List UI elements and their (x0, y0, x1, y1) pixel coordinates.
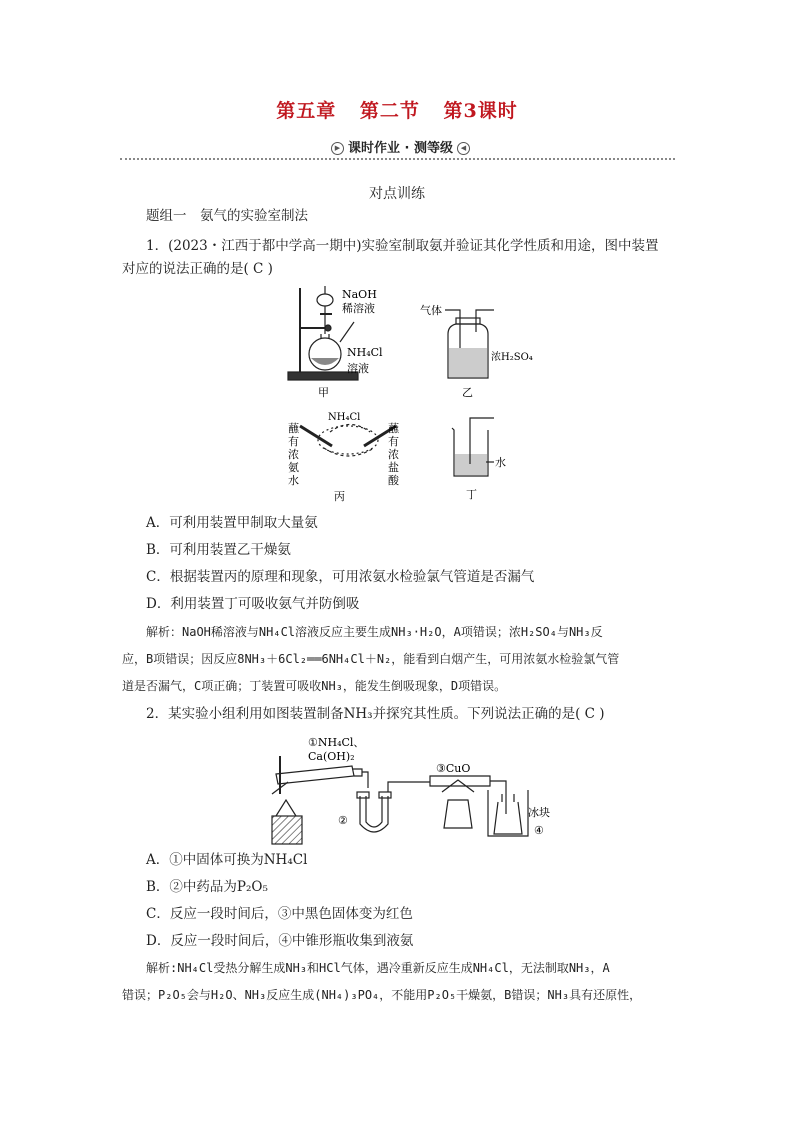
q2-apparatus-figure (262, 736, 562, 846)
label-bing: 丙 (334, 490, 345, 502)
q2-option-c: C．反应一段时间后，③中黑色固体变为红色 (146, 906, 413, 922)
label-ding: 丁 (466, 488, 477, 501)
label-tube2: ② (338, 814, 348, 827)
right-char-1: 蘸 (388, 422, 399, 435)
lesson-label: 第3课时 (443, 100, 518, 122)
apparatus-bing (300, 425, 396, 457)
left-char-2: 有 (288, 435, 299, 448)
q1-option-d: D．利用装置丁可吸收氨气并防倒吸 (146, 596, 360, 612)
q2-option-b: B．②中药品为P₂O₅ (146, 879, 268, 895)
q2-analysis-line1: 解析:NH₄Cl受热分解生成NH₃和HCl气体，遇冷重新反应生成NH₄Cl，无法制取NH₃，A (146, 961, 610, 975)
q1-stem-line2: 对应的说法正确的是( C ) (122, 261, 273, 277)
left-char-1: 蘸 (288, 422, 299, 435)
q1-stem-line1: 1．(2023・江西于都中学高一期中)实验室制取氨并验证其化学性质和用途，图中装置 (146, 238, 659, 254)
right-char-5: 酸 (388, 474, 399, 487)
label-nh4cl-bing: NH₄Cl (328, 412, 361, 423)
label-solution: 溶液 (347, 362, 369, 375)
q1-option-b: B．可利用装置乙干燥氨 (146, 542, 291, 558)
label-flask4: ④ (534, 824, 544, 837)
play-right-icon: ▶ (331, 142, 344, 155)
label-cuo: ③CuO (436, 762, 471, 775)
chapter-title (0, 96, 794, 123)
q2-option-d: D．反应一段时间后，④中锥形瓶收集到液氨 (146, 933, 414, 949)
right-char-3: 浓 (388, 448, 399, 461)
label-yi: 乙 (462, 386, 473, 399)
q1-analysis-line3: 道是否漏气，C项正确；丁装置可吸收NH₃，能发生倒吸现象，D项错误。 (122, 679, 507, 693)
q1-analysis-line1: 解析：NaOH稀溶液与NH₄Cl溶液反应主要生成NH₃·H₂O，A项错误；浓H₂SO₄与NH₃反 (146, 625, 603, 639)
section-label: 第二节 (359, 100, 420, 122)
section-title: 对点训练 (369, 186, 425, 202)
label-h2so4: 浓H₂SO₄ (491, 352, 533, 363)
apparatus-train (272, 756, 528, 844)
left-vertical-label (288, 421, 300, 487)
label-gas: 气体 (420, 304, 442, 317)
left-char-5: 水 (288, 474, 299, 487)
q2-analysis-line2: 错误；P₂O₅会与H₂O、NH₃反应生成(NH₄)₃PO₄，不能用P₂O₅干燥氨，B错误；NH₃具有还原性， (122, 988, 642, 1002)
right-char-2: 有 (388, 435, 399, 448)
homework-banner (120, 138, 675, 162)
banner-pill (308, 140, 493, 158)
label-reagent1: ①NH₄Cl、 (308, 736, 365, 749)
label-nh4cl: NH₄Cl (347, 346, 383, 359)
group-title: 题组一 氨气的实验室制法 (146, 208, 308, 224)
q2-stem: 2．某实验小组利用如图装置制备NH₃并探究其性质。下列说法正确的是( C ) (146, 706, 605, 722)
label-jia: 甲 (318, 386, 329, 399)
q2-option-a: A．①中固体可换为NH₄Cl (146, 852, 308, 868)
q1-option-c: C．根据装置丙的原理和现象，可用浓氨水检验氯气管道是否漏气 (146, 569, 535, 585)
left-char-4: 氨 (288, 461, 299, 474)
label-reagent1b: Ca(OH)₂ (308, 750, 355, 763)
banner-text: 课时作业 · 测等级 (348, 141, 453, 156)
label-water: 水 (495, 456, 506, 469)
left-char-3: 浓 (288, 448, 299, 461)
play-left-icon: ◀ (457, 142, 470, 155)
label-dilute: 稀溶液 (342, 302, 375, 315)
right-vertical-label (388, 421, 400, 487)
label-naoh: NaOH (342, 288, 377, 301)
label-ice: 冰块 (528, 806, 550, 819)
q1-analysis-line2: 应，B项错误；因反应8NH₃＋6Cl₂══6NH₄Cl＋N₂，能看到白烟产生，可用浓氨水检验氯气管 (122, 652, 620, 666)
apparatus-yi (445, 310, 494, 378)
right-char-4: 盐 (388, 461, 399, 474)
q1-apparatus-figure (280, 282, 550, 502)
q1-option-a: A．可利用装置甲制取大量氨 (146, 515, 318, 531)
apparatus-ding (452, 418, 494, 476)
chapter-label: 第五章 (276, 100, 337, 122)
dotted-divider (120, 158, 675, 160)
